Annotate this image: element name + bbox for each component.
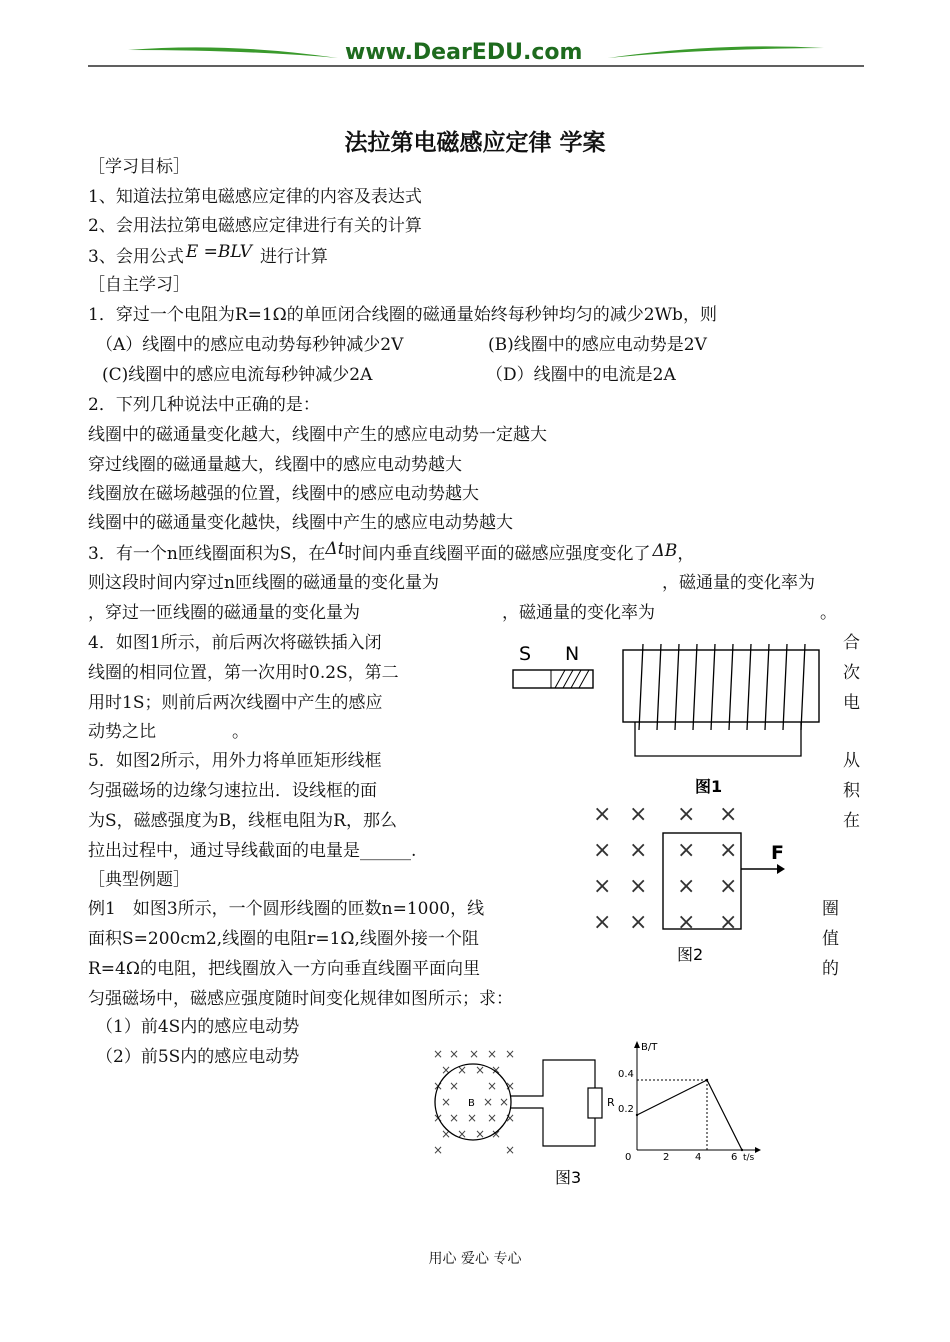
goal-2: 2、会用法拉第电磁感应定律进行有关的计算 xyxy=(88,216,422,236)
q2-option-3: 线圈放在磁场越强的位置，线圈中的感应电动势越大 xyxy=(88,484,479,504)
field-cross: × xyxy=(593,874,612,899)
ex1-line-4: 匀强磁场中，磁感应强度随时间变化规律如图所示；求： xyxy=(88,989,513,1009)
figure-2-caption: 图2 xyxy=(677,945,704,964)
field-cross: × xyxy=(719,874,738,899)
field-cross: × xyxy=(467,1111,478,1125)
field-cross: × xyxy=(449,1111,460,1125)
magnet-s-label: S xyxy=(519,643,532,665)
x-axis-label: t/s xyxy=(743,1153,755,1163)
q3-line-1 xyxy=(88,539,695,565)
ex1-part-1: （1）前4S内的感应电动势 xyxy=(96,1017,300,1037)
field-cross: × xyxy=(469,1047,480,1061)
x-tick-0: 0 xyxy=(625,1152,632,1163)
q3-text-a: 3．有一个n匝线圈面积为S，在 xyxy=(88,544,326,564)
bt-point xyxy=(706,1079,708,1081)
section-self-study: ［自主学习］ xyxy=(88,275,190,295)
q2-option-4: 线圈中的磁通量变化越快，线圈中产生的感应电动势越大 xyxy=(88,513,513,533)
q3-line-2-b: ，磁通量的变化率为 xyxy=(662,573,815,593)
q5-line-2: 匀强磁场的边缘匀速拉出．设线框的面 xyxy=(88,781,377,801)
field-cross: × xyxy=(433,1111,444,1125)
y-tick-0-4: 0.4 xyxy=(618,1069,634,1080)
field-cross: × xyxy=(677,874,696,899)
site-url: www.DearEDU.com xyxy=(345,40,583,65)
delta-t: Δt xyxy=(325,539,345,559)
q5-line-1-right: 从 xyxy=(843,751,860,771)
section-examples: ［典型例题］ xyxy=(88,870,190,890)
q5-line-3-right: 在 xyxy=(843,811,860,831)
header-swoosh-left xyxy=(128,47,338,58)
q4-line-2: 线圈的相同位置，第一次用时0.2S，第二 xyxy=(88,663,399,683)
field-cross: × xyxy=(505,1143,516,1157)
ex1-line-1: 例1 如图3所示，一个圆形线圈的匝数n=1000，线 xyxy=(88,899,485,919)
q4-line-2-right: 次 xyxy=(843,663,860,683)
q1-option-a: （A）线圈中的感应电动势每秒钟减少2V xyxy=(96,335,404,355)
field-cross: × xyxy=(677,802,696,827)
field-cross: × xyxy=(457,1063,468,1077)
field-cross: × xyxy=(487,1111,498,1125)
force-label: F xyxy=(771,842,784,864)
q4-line-3-right: 电 xyxy=(843,693,860,713)
q2-stem: 2．下列几种说法中正确的是： xyxy=(88,395,320,415)
x-tick-4: 4 xyxy=(695,1152,702,1163)
goal-1: 1、知道法拉第电磁感应定律的内容及表达式 xyxy=(88,187,422,207)
external-circuit xyxy=(511,1060,595,1146)
field-cross: × xyxy=(629,802,648,827)
field-cross: × xyxy=(505,1111,516,1125)
magnet-hatch xyxy=(555,670,589,688)
q1-option-b: (B)线圈中的感应电动势是2V xyxy=(488,335,707,355)
q3-text-b: 时间内垂直线圈平面的磁感应强度变化了 xyxy=(344,544,651,564)
field-cross: × xyxy=(505,1047,516,1061)
q5-line-1: 5．如图2所示，用外力将单匝矩形线框 xyxy=(88,751,382,771)
field-cross: × xyxy=(629,874,648,899)
q5-line-3: 为S，磁感强度为B，线框电阻为R，那么 xyxy=(88,811,397,831)
field-cross: × xyxy=(719,838,738,863)
q1-option-d: （D）线圈中的电流是2A xyxy=(486,365,676,385)
magnet-n-label: N xyxy=(565,643,580,665)
field-cross: × xyxy=(505,1079,516,1093)
ex1-line-1-right: 圈 xyxy=(822,899,839,919)
q4-line-4: 动势之比 xyxy=(88,722,156,742)
q5-line-4: 拉出过程中，通过导线截面的电量是______. xyxy=(88,841,417,861)
figure-3-caption: 图3 xyxy=(555,1168,582,1187)
q3-line-2-a: 则这段时间内穿过n匝线圈的磁通量的变化量为 xyxy=(88,573,439,593)
solenoid-coils xyxy=(639,644,805,730)
resistor-label: R xyxy=(607,1096,615,1109)
q3-text-c: ， xyxy=(677,544,695,564)
field-cross: × xyxy=(677,910,696,935)
field-crosses xyxy=(593,802,737,935)
x-axis-arrow xyxy=(755,1147,761,1153)
field-cross: × xyxy=(449,1047,460,1061)
field-cross: × xyxy=(593,838,612,863)
bt-series-line xyxy=(637,1080,742,1150)
goal-3-pre: 3、会用公式 xyxy=(88,247,184,267)
q1-option-c: (C)线圈中的感应电流每秒钟减少2A xyxy=(102,365,373,385)
field-cross: × xyxy=(719,802,738,827)
q3-line-3-c: 。 xyxy=(820,603,837,623)
field-cross: × xyxy=(487,1047,498,1061)
field-cross: × xyxy=(719,910,738,935)
resistor xyxy=(588,1088,602,1118)
q1-stem: 1．穿过一个电阻为R=1Ω的单匝闭合线圈的磁通量始终每秒钟均匀的减少2Wb，则 xyxy=(88,305,717,325)
figure-1-caption: 图1 xyxy=(695,777,723,796)
x-tick-2: 2 xyxy=(663,1152,670,1163)
header-swoosh-right xyxy=(608,46,824,58)
field-cross: × xyxy=(677,838,696,863)
field-cross: × xyxy=(491,1127,502,1141)
x-tick-6: 6 xyxy=(731,1152,738,1163)
q3-line-3-a: ，穿过一匝线圈的磁通量的变化量为 xyxy=(88,603,360,623)
field-cross: × xyxy=(593,910,612,935)
field-cross: × xyxy=(457,1127,468,1141)
section-goals: ［学习目标］ xyxy=(88,157,190,177)
field-cross: × xyxy=(593,802,612,827)
q4-line-4-end: 。 xyxy=(232,722,249,742)
field-cross: × xyxy=(475,1127,486,1141)
figure-3 xyxy=(425,1038,785,1188)
field-cross: × xyxy=(441,1063,452,1077)
field-cross: × xyxy=(629,910,648,935)
q4-line-1-right: 合 xyxy=(843,633,860,653)
field-label: B xyxy=(468,1098,475,1109)
ex1-line-2: 面积S=200cm2,线圈的电阻r=1Ω,线圈外接一个阻 xyxy=(88,929,479,949)
figure-1 xyxy=(505,630,835,800)
solenoid-body xyxy=(623,650,819,722)
ex1-part-2: （2）前5S内的感应电动势 xyxy=(96,1047,300,1067)
q5-line-2-right: 积 xyxy=(843,781,860,801)
delta-b: ΔB xyxy=(652,541,678,561)
field-cross: × xyxy=(499,1095,510,1109)
field-cross: × xyxy=(441,1127,452,1141)
q4-line-3: 用时1S；则前后两次线圈中产生的感应 xyxy=(88,693,383,713)
page-footer: 用心 爱心 专心 xyxy=(428,1251,522,1267)
field-cross: × xyxy=(433,1079,444,1093)
q3-line-3-b: ，磁通量的变化率为 xyxy=(502,603,655,623)
ex1-line-3: R=4Ω的电阻，把线圈放入一方向垂直线圈平面向里 xyxy=(88,959,480,979)
q4-line-1: 4．如图1所示，前后两次将磁铁插入闭 xyxy=(88,633,382,653)
field-cross: × xyxy=(475,1063,486,1077)
y-tick-0-2: 0.2 xyxy=(618,1104,634,1115)
y-axis-arrow xyxy=(634,1041,640,1048)
bt-point xyxy=(741,1149,743,1151)
force-arrow-head xyxy=(777,864,785,874)
ex1-line-3-right: 的 xyxy=(822,959,839,979)
ex1-line-2-right: 值 xyxy=(822,929,839,949)
field-cross: × xyxy=(433,1143,444,1157)
goal-3 xyxy=(88,242,328,268)
goal-3-post: 进行计算 xyxy=(259,247,328,267)
bt-point xyxy=(636,1114,638,1116)
bt-graph xyxy=(618,1041,761,1163)
field-cross: × xyxy=(433,1047,444,1061)
field-cross: × xyxy=(441,1095,452,1109)
field-cross: × xyxy=(491,1063,502,1077)
y-axis-label: B/T xyxy=(641,1042,658,1053)
q2-option-2: 穿过线圈的磁通量越大，线圈中的感应电动势越大 xyxy=(88,455,462,475)
field-cross: × xyxy=(449,1079,460,1093)
figure-2 xyxy=(585,795,805,970)
formula-ebv: E =BLV xyxy=(185,242,252,262)
field-cross: × xyxy=(629,838,648,863)
solenoid-wire xyxy=(635,722,801,756)
page-title: 法拉第电磁感应定律 学案 xyxy=(344,130,606,156)
field-cross: × xyxy=(483,1095,494,1109)
q2-option-1: 线圈中的磁通量变化越大，线圈中产生的感应电动势一定越大 xyxy=(88,425,547,445)
field-cross: × xyxy=(487,1079,498,1093)
